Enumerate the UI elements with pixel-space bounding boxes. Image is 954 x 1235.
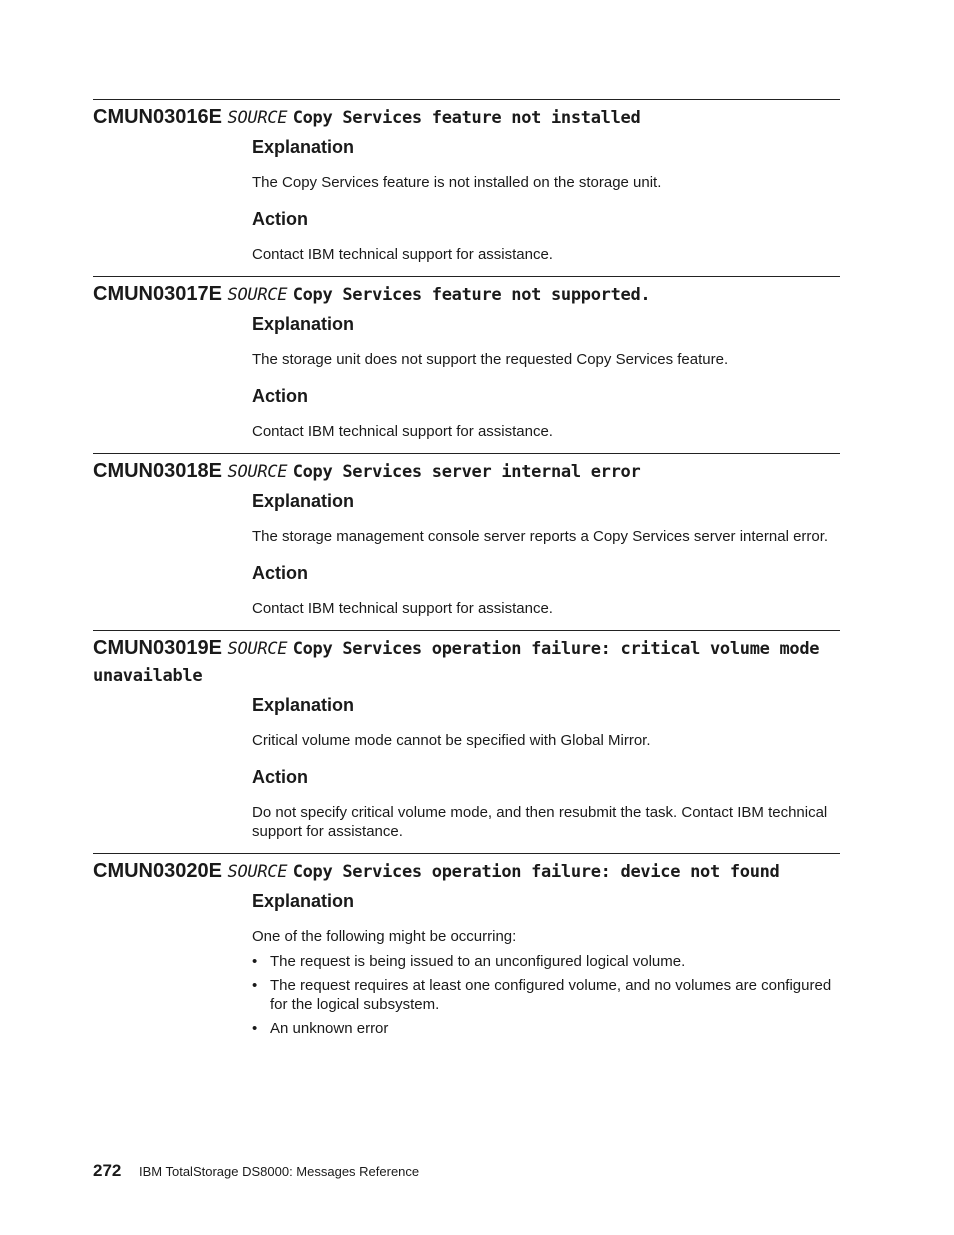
list-item-text: An unknown error [270,1020,389,1037]
bullet-icon: • [252,953,258,970]
message-entry [93,630,840,841]
explanation-text: The Copy Services feature is not installed on the storage unit. [252,174,662,191]
action-text: Contact IBM technical support for assistance. [252,246,553,263]
message-title [93,458,840,485]
message-code: CMUN03018E [93,460,222,482]
action-heading: Action [252,386,308,406]
message-text: Copy Services feature not supported. [292,285,651,305]
action-heading: Action [252,767,308,787]
message-body [252,490,840,618]
action-text: Do not specify critical volume mode, and then resubmit the task. Contact IBM technical support for assistance. [252,804,828,840]
message-source: SOURCE [227,285,288,305]
message-title [93,281,840,308]
message-entry [93,276,840,441]
message-code: CMUN03020E [93,860,222,882]
page-content [93,99,840,1046]
message-body [252,890,840,1038]
message-text: Copy Services operation failure: critical volume mode unavailable [93,639,820,686]
message-text: Copy Services feature not installed [292,108,641,128]
list-item-text: The request requires at least one configured volume, and no volumes are configured for the logical subsystem. [270,977,832,1013]
bullet-icon: • [252,977,258,994]
list-item [252,976,840,1014]
message-entry [93,853,840,1038]
message-code: CMUN03019E [93,637,222,659]
message-title [93,858,840,885]
book-title: IBM TotalStorage DS8000: Messages Reference [139,1164,420,1179]
message-text: Copy Services operation failure: device not found [292,862,780,882]
message-code: CMUN03016E [93,106,222,128]
explanation-text: Critical volume mode cannot be specified with Global Mirror. [252,732,651,749]
explanation-heading: Explanation [252,491,355,511]
bullet-list [252,952,840,1038]
explanation-heading: Explanation [252,137,355,157]
explanation-heading: Explanation [252,695,355,715]
action-text: Contact IBM technical support for assistance. [252,600,553,617]
page-footer [93,1161,419,1182]
explanation-text: The storage management console server reports a Copy Services server internal error. [252,528,829,545]
action-text: Contact IBM technical support for assistance. [252,423,553,440]
message-entry [93,453,840,618]
list-item [252,952,840,971]
list-item [252,1019,840,1038]
page-number: 272 [93,1161,122,1180]
message-entry [93,99,840,264]
bullet-icon: • [252,1020,258,1037]
list-item-text: The request is being issued to an unconfigured logical volume. [270,953,686,970]
explanation-heading: Explanation [252,891,355,911]
explanation-heading: Explanation [252,314,355,334]
message-title [93,104,840,131]
message-body [252,694,840,841]
action-heading: Action [252,563,308,583]
message-source: SOURCE [227,639,288,659]
message-source: SOURCE [227,862,288,882]
message-body [252,136,840,264]
explanation-text: One of the following might be occurring: [252,928,517,945]
message-title [93,635,840,689]
message-source: SOURCE [227,108,288,128]
explanation-text: The storage unit does not support the requested Copy Services feature. [252,351,729,368]
message-code: CMUN03017E [93,283,222,305]
action-heading: Action [252,209,308,229]
message-body [252,313,840,441]
message-source: SOURCE [227,462,288,482]
message-text: Copy Services server internal error [292,462,641,482]
